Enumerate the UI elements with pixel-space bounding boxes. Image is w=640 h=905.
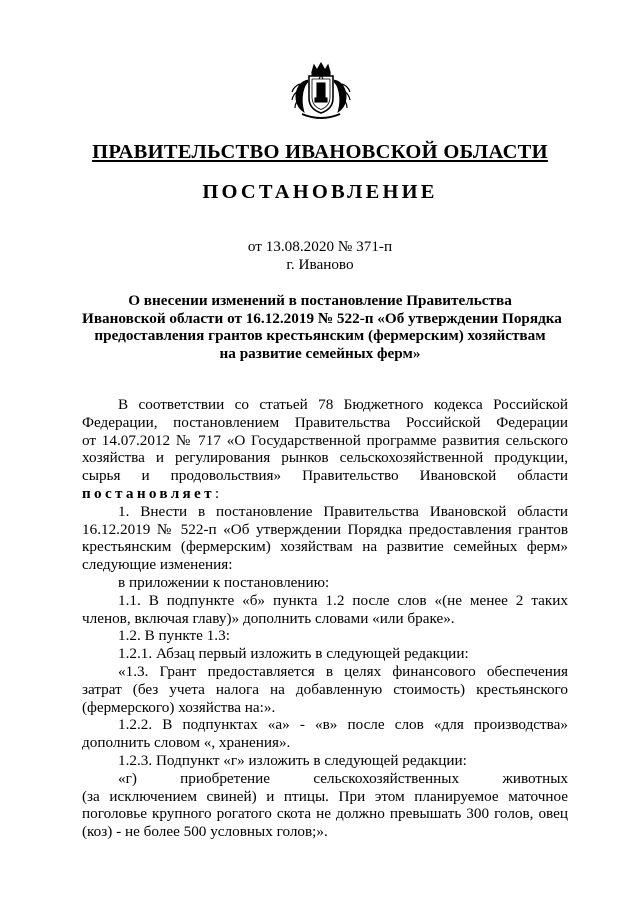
government-name: ПРАВИТЕЛЬСТВО ИВАНОВСКОЙ ОБЛАСТИ <box>92 141 548 163</box>
body-line: от 14.07.2012 № 717 «О Государственной программе развития сельского <box>82 431 568 449</box>
body-line: поголовье крупного рогатого скота не должно превышать 300 голов, овец <box>82 805 568 823</box>
title-line: предоставления грантов крестьянским (фермерским) хозяйствам <box>94 327 546 345</box>
body-line: «г) приобретение сельскохозяйственных животных <box>118 769 568 787</box>
body-line: затрат (без учета налога на добавленную стоимость) крестьянского <box>82 680 568 698</box>
title-line: Ивановской области от 16.12.2019 № 522-п «Об утверждении Порядка <box>82 309 562 327</box>
body-line: (за исключением свиней) и птицы. При этом планируемое маточное <box>82 787 568 805</box>
body-line: 1. Внести в постановление Правительства Ивановской области <box>118 502 568 520</box>
body-line <box>82 485 568 503</box>
body-line: сырья и продовольствия» Правительство Ивановской области <box>82 467 568 485</box>
body-line: (фермерского) хозяйства на:». <box>82 698 276 716</box>
body-line: дополнить словом «, хранения». <box>82 734 291 752</box>
body-line: членов, включая главу)» дополнить словами «или браке». <box>82 609 455 627</box>
body-line: В соответствии со статьей 78 Бюджетного кодекса Российской <box>118 396 568 413</box>
title-line: О внесении изменений в постановление Правительства <box>128 292 512 309</box>
document-title <box>82 292 562 363</box>
resolves-colon: : <box>214 484 220 502</box>
document-body <box>82 396 568 841</box>
body-line: 1.1. В подпункте «б» пункта 1.2 после слов «(не менее 2 таких <box>118 591 568 609</box>
body-line: хозяйства и регулирования рынков сельскохозяйственной продукции, <box>82 449 568 467</box>
document-city: г. Иваново <box>286 256 354 273</box>
body-line: (коз) - не более 500 условных голов;». <box>82 823 328 841</box>
body-line: 1.2.3. Подпункт «г» изложить в следующей редакции: <box>118 751 467 769</box>
body-line: «1.3. Грант предоставляется в целях финансового обеспечения <box>118 662 568 680</box>
body-line: крестьянским (фермерским) хозяйствам на развитие семейных ферм» <box>82 538 568 556</box>
document-type: ПОСТАНОВЛЕНИЕ <box>202 181 438 203</box>
resolves-keyword: постановляет <box>82 484 215 502</box>
body-line: 1.2.1. Абзац первый изложить в следующей редакции: <box>118 645 469 663</box>
body-line: следующие изменения: <box>82 556 233 574</box>
body-line: 1.2.2. В подпунктах «а» - «в» после слов «для производства» <box>118 716 568 734</box>
title-line: на развитие семейных ферм» <box>219 345 421 363</box>
document-date-number: от 13.08.2020 № 371-п <box>247 238 393 255</box>
body-line: Федерации, постановлением Правительства Российской Федерации <box>82 413 568 431</box>
coat-of-arms-icon <box>290 62 352 122</box>
body-line: 1.2. В пункте 1.3: <box>118 627 230 645</box>
body-line: в приложении к постановлению: <box>118 573 330 591</box>
body-line: 16.12.2019 № 522-п «Об утверждении Порядка предоставления грантов <box>82 520 568 538</box>
